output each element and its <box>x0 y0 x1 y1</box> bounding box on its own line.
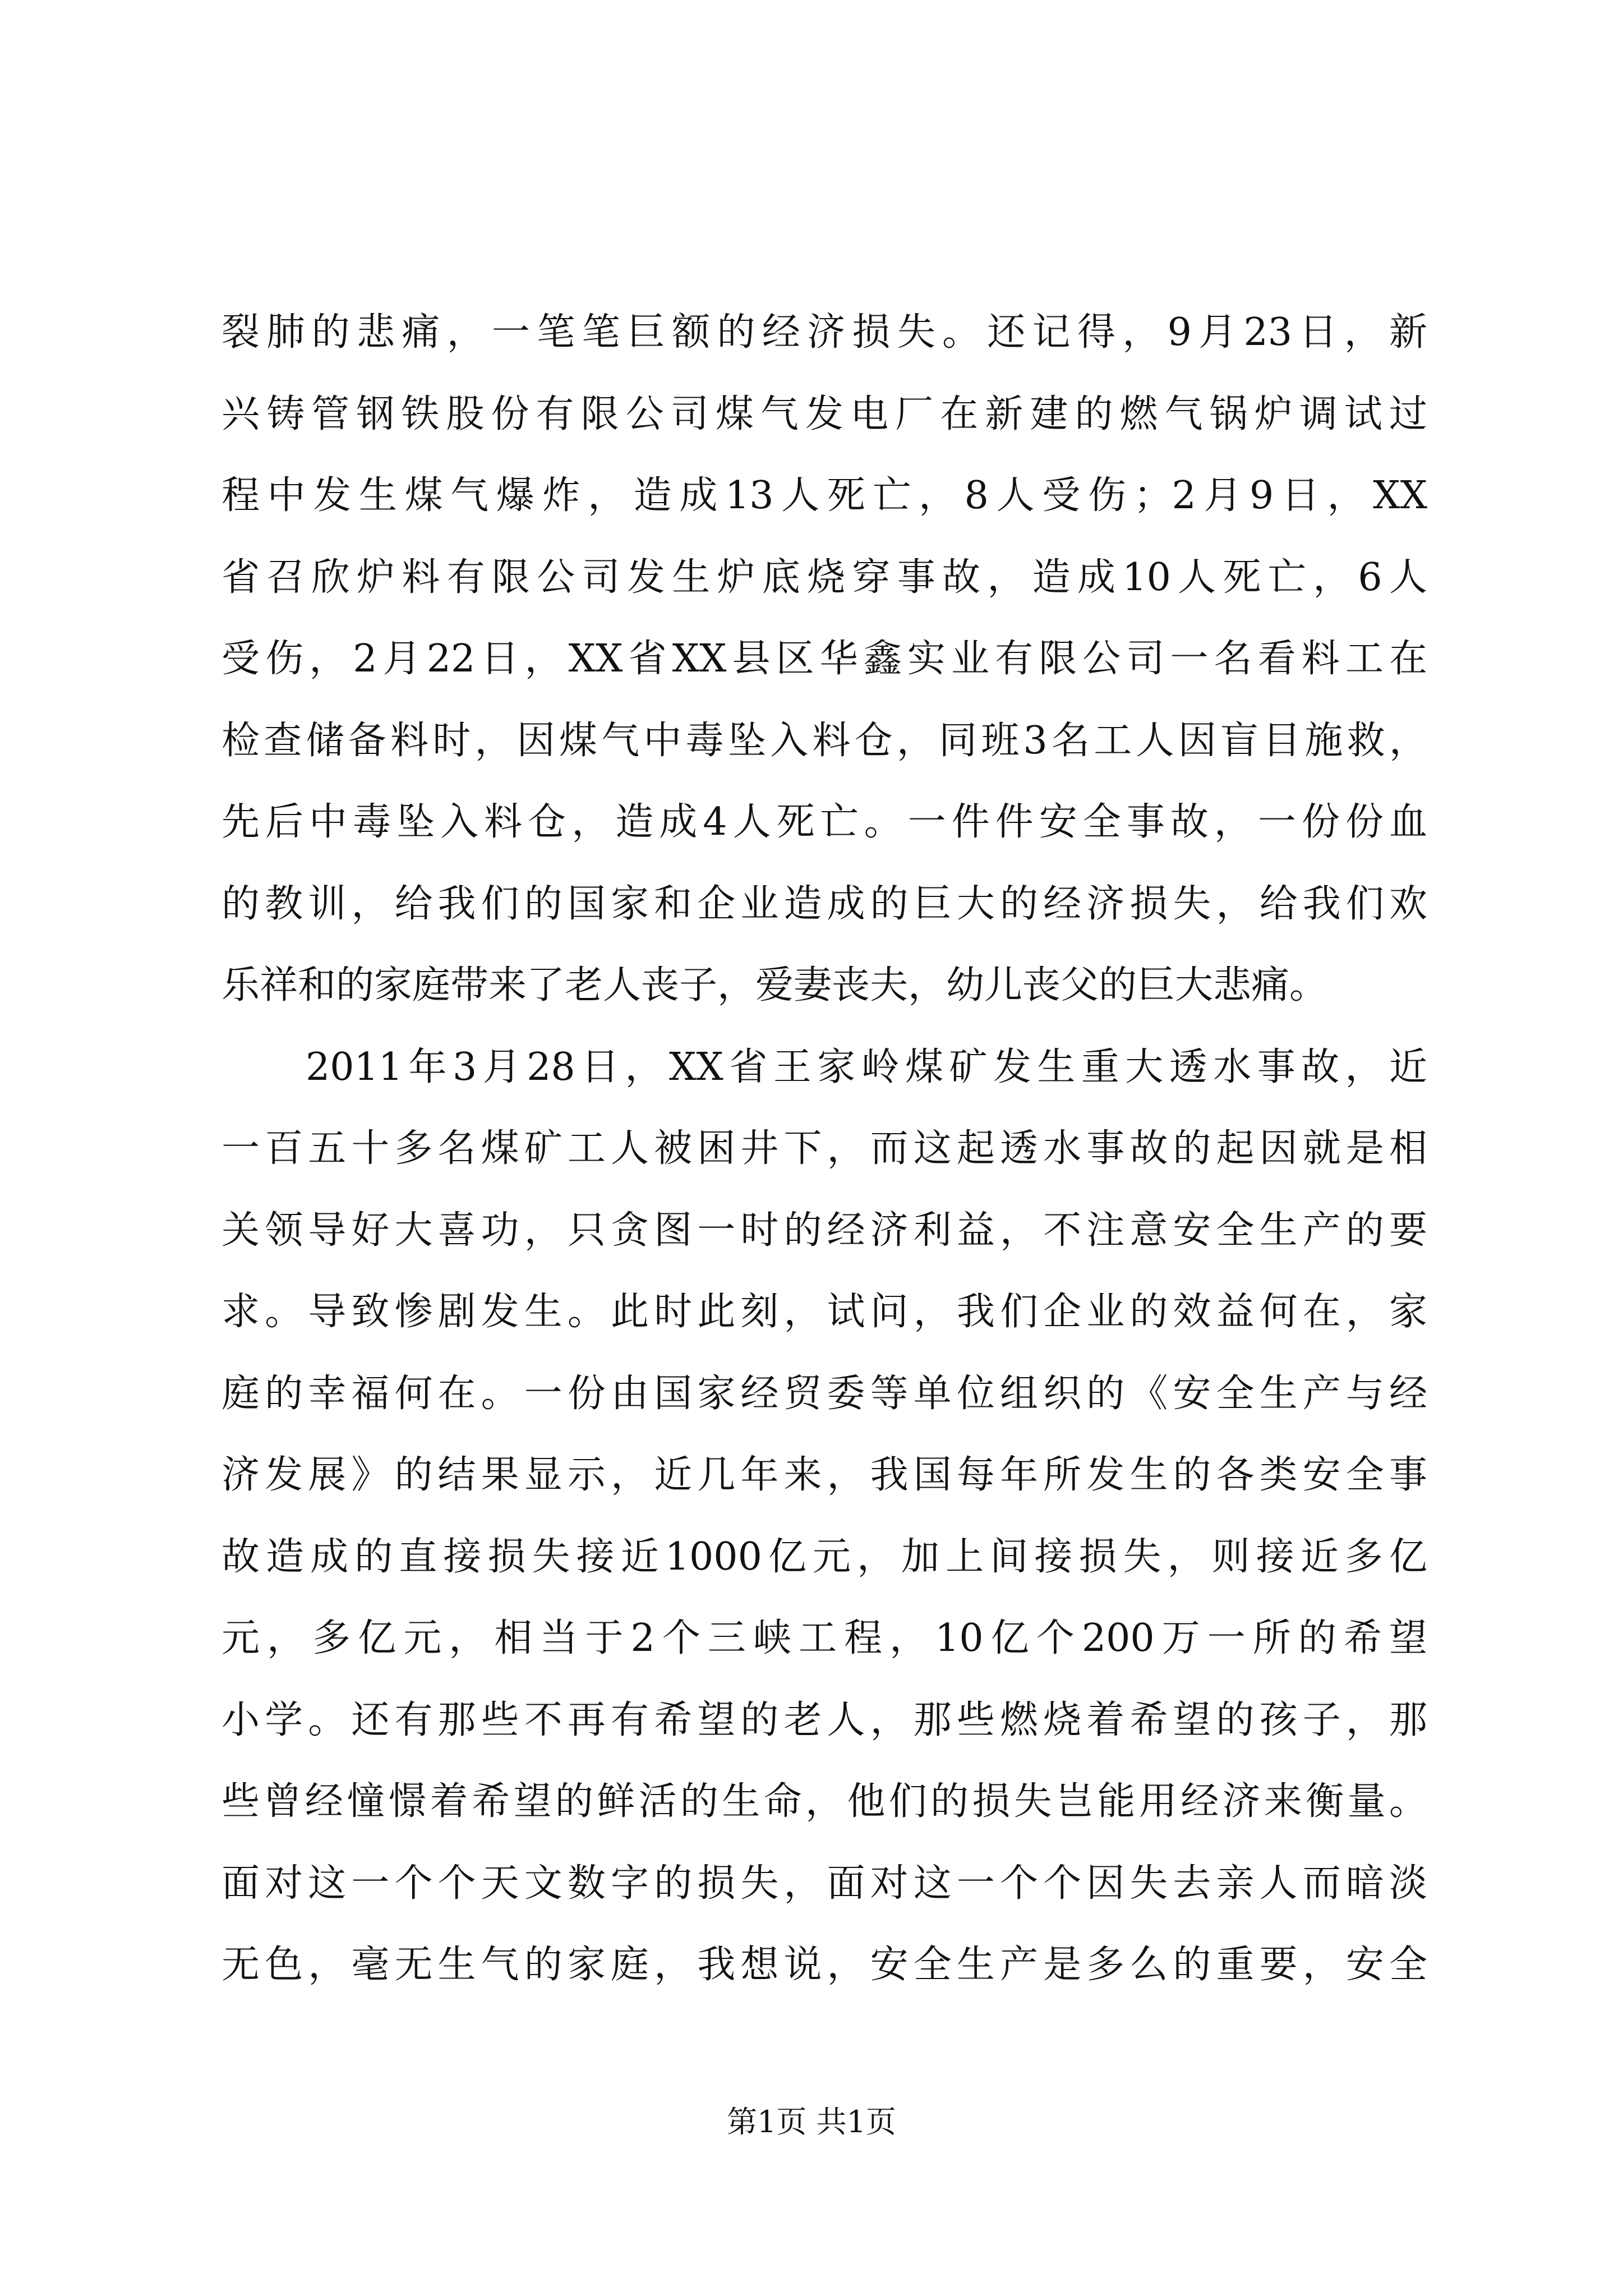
body-text <box>222 292 1427 2006</box>
text-line: 故造成的直接损失接近1000亿元，加上间接损失，则接近多亿 <box>222 1534 1427 1579</box>
text-line: 面对这一个个天文数字的损失，面对这一个个因失去亲人而暗淡 <box>222 1861 1427 1906</box>
text-line: 庭的幸福何在。一份由国家经贸委等单位组织的《安全生产与经 <box>222 1371 1427 1416</box>
paragraph-end-line: 乐祥和的家庭带来了老人丧子，爱妻丧夫，幼儿丧父的巨大悲痛。 <box>222 963 1328 1007</box>
text-line: 先后中毒坠入料仓，造成4人死亡。一件件安全事故，一份份血 <box>222 800 1427 844</box>
paragraph-start-line: 2011年3月28日，XX省王家岭煤矿发生重大透水事故，近 <box>306 1045 1427 1089</box>
text-line: 受伤，2月22日，XX省XX县区华鑫实业有限公司一名看料工在 <box>222 637 1427 681</box>
text-line: 求。导致惨剧发生。此时此刻，试问，我们企业的效益何在，家 <box>222 1290 1427 1334</box>
text-line: 裂肺的悲痛，一笔笔巨额的经济损失。还记得，9月23日，新 <box>222 310 1427 355</box>
text-line: 元，多亿元，相当于2个三峡工程，10亿个200万一所的希望 <box>222 1616 1427 1660</box>
page-footer: 第1页 共1页 <box>727 2104 896 2139</box>
text-line: 无色，毫无生气的家庭，我想说，安全生产是多么的重要，安全 <box>222 1943 1427 1987</box>
text-line: 一百五十多名煤矿工人被困井下，而这起透水事故的起因就是相 <box>222 1126 1427 1171</box>
text-line: 程中发生煤气爆炸，造成13人死亡，8人受伤；2月9日，XX <box>222 473 1427 518</box>
text-line: 省召欣炉料有限公司发生炉底烧穿事故，造成10人死亡，6人 <box>222 555 1427 600</box>
text-line: 兴铸管钢铁股份有限公司煤气发电厂在新建的燃气锅炉调试过 <box>222 392 1427 436</box>
text-line: 检查储备料时，因煤气中毒坠入料仓，同班3名工人因盲目施救， <box>222 718 1427 763</box>
text-line: 些曾经憧憬着希望的鲜活的生命，他们的损失岂能用经济来衡量。 <box>222 1779 1427 1824</box>
text-line: 济发展》的结果显示，近几年来，我国每年所发生的各类安全事 <box>222 1453 1427 1497</box>
text-line: 关领导好大喜功，只贪图一时的经济利益，不注意安全生产的要 <box>222 1208 1427 1253</box>
text-line: 的教训，给我们的国家和企业造成的巨大的经济损失，给我们欢 <box>222 881 1427 926</box>
text-line: 小学。还有那些不再有希望的老人，那些燃烧着希望的孩子，那 <box>222 1697 1427 1742</box>
